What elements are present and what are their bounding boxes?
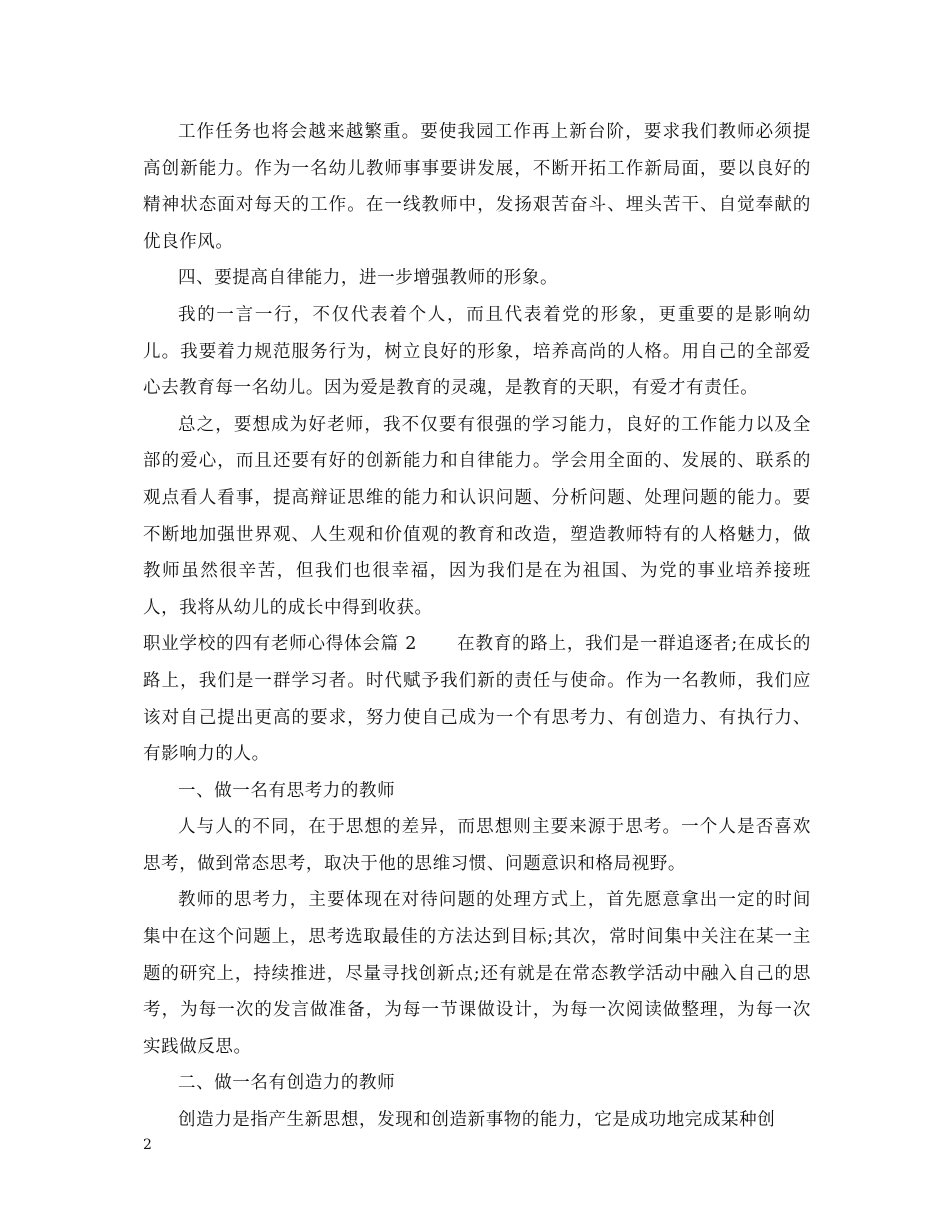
- section-title: 职业学校的四有老师心得体会篇 2: [143, 634, 417, 655]
- paragraph-2-heading: 四、要提高自律能力，进一步增强教师的形象。: [178, 268, 559, 289]
- paragraph-7: 教师的思考力，主要体现在对待问题的处理方式上，首先愿意拿出一定的时间集中在这个问题上，思考选取最佳的方法达到目标;其次，常时间集中关注在某一主题的研究上，持续推进，尽量寻找创新点;还有就是在常态教学活动中融入自己的思考，为每一次的发言做准备，为每一节课做设计，为每一次阅读做整理，为每一次实践做反思。: [143, 890, 811, 1057]
- paragraph-4: 总之，要想成为好老师，我不仅要有很强的学习能力，良好的工作能力以及全部的爱心，而且还要有好的创新能力和自律能力。学会用全面的、发展的、联系的观点看人看事，提高辩证思维的能力和认识问题、分析问题、处理问题的能力。要不断地加强世界观、人生观和价值观的教育和改造，塑造教师特有的人格魅力，做教师虽然很辛苦，但我们也很幸福，因为我们是在为祖国、为党的事业培养接班人，我将从幼儿的成长中得到收获。: [143, 414, 811, 618]
- paragraph-9: 创造力是指产生新思想，发现和创造新事物的能力，它是成功地完成某种创: [178, 1110, 776, 1131]
- paragraph-5-heading: 一、做一名有思考力的教师: [178, 780, 396, 801]
- paragraph-8-heading: 二、做一名有创造力的教师: [178, 1073, 396, 1094]
- document-body: [143, 114, 811, 1139]
- page-number: 2: [143, 1137, 152, 1153]
- section-paragraph: [143, 626, 811, 772]
- section-intro: 在教育的路上，我们是一群追逐者;在成长的路上，我们是一群学习者。时代赋予我们新的责任与使命。作为一名教师，我们应该对自己提出更高的要求，努力使自己成为一个有思考力、有创造力、有执行力、有影响力的人。: [143, 634, 811, 765]
- paragraph-3: 我的一言一行，不仅代表着个人，而且代表着党的形象，更重要的是影响幼儿。我要着力规范服务行为，树立良好的形象，培养高尚的人格。用自己的全部爱心去教育每一名幼儿。因为爱是教育的灵魂，是教育的天职，有爱才有责任。: [143, 304, 811, 399]
- paragraph-1: 工作任务也将会越来越繁重。要使我园工作再上新台阶，要求我们教师必须提高创新能力。作为一名幼儿教师事事要讲发展，不断开拓工作新局面，要以良好的精神状态面对每天的工作。在一线教师中，发扬艰苦奋斗、埋头苦干、自觉奉献的优良作风。: [143, 122, 811, 252]
- paragraph-6: 人与人的不同，在于思想的差异，而思想则主要来源于思考。一个人是否喜欢思考，做到常态思考，取决于他的思维习惯、问题意识和格局视野。: [143, 817, 811, 874]
